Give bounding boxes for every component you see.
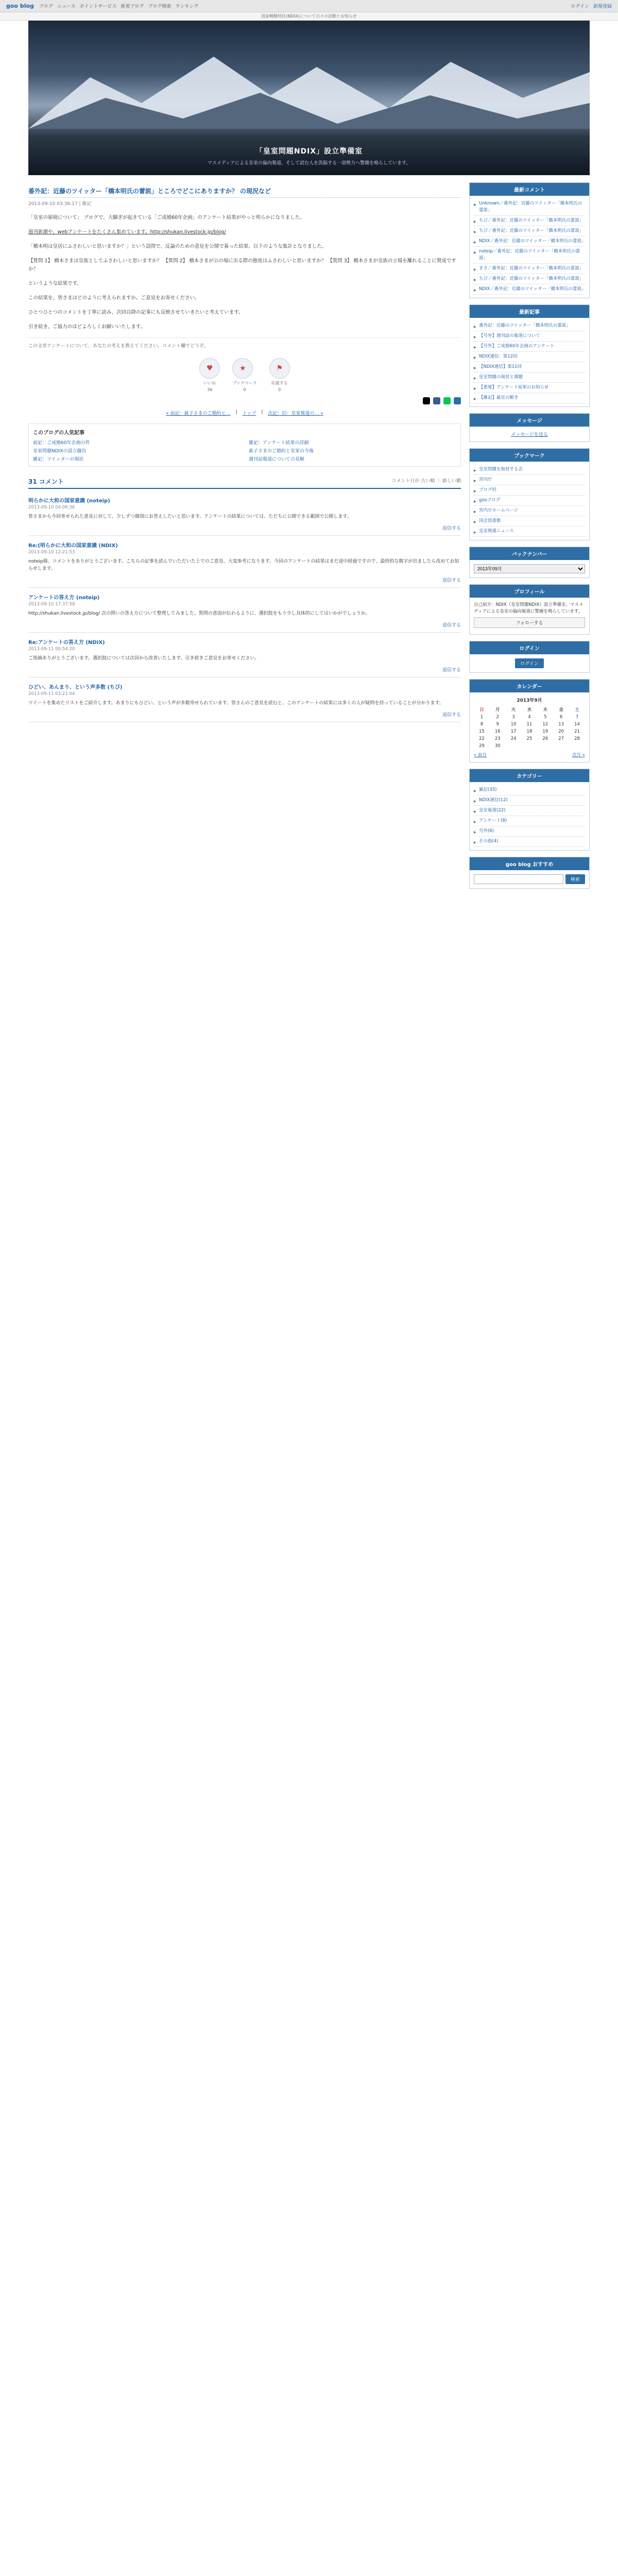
recent-comments-box xyxy=(469,182,590,298)
calendar-day[interactable]: 24 xyxy=(510,736,517,741)
comment-title: Re:アンケートの答え方 (NDIX) xyxy=(28,640,105,646)
recent-entry-item[interactable]: ▶ 【重要】アンケート結果のお知らせ xyxy=(474,383,585,393)
recent-comment-item[interactable]: ▶ ちび／番外記：近藤のツイッター「橋本明氏の蕾説」 xyxy=(474,216,585,226)
comment xyxy=(28,633,461,677)
comment-body: http://shukan.livestock.jp/blog/ 次の問いの答え方について整理してみました。質問の意図が伝わるように、選択肢をもう少し具体的にしてはいかがでしょうか。 xyxy=(28,611,370,616)
bookmark-item[interactable]: ▶ gooブログ xyxy=(474,496,585,506)
calendar-day[interactable]: 20 xyxy=(558,729,564,734)
calendar-day[interactable] xyxy=(506,742,522,750)
category-item[interactable]: ▶ その他(4) xyxy=(474,837,585,847)
reaction-count: 36 xyxy=(207,387,213,392)
entry-title[interactable]: 番外記：近藤のツイッター「橋本明氏の蕾説」ところでどこにありますか？ の現況など xyxy=(28,182,461,198)
calendar-day[interactable] xyxy=(537,742,553,750)
weekday-label: 金 xyxy=(559,707,563,713)
calendar-day[interactable]: 11 xyxy=(526,722,533,727)
calendar-day[interactable]: 4 xyxy=(528,715,531,720)
popular-item[interactable]: 皇室問題NDIXの設立趣旨 xyxy=(33,449,87,454)
popular-item[interactable]: 雑記：アンケート結果の詳細 xyxy=(249,440,309,446)
entry-paragraph: 引き続き、ご協力のほどよろしくお願いいたします。 xyxy=(28,324,145,330)
popular-entries xyxy=(28,423,461,467)
calendar-day[interactable]: 26 xyxy=(542,736,548,741)
entry-body xyxy=(28,214,461,331)
comment-body: ご指摘ありがとうございます。選択肢については次回から改善いたします。引き続きご意見をお寄せください。 xyxy=(28,656,260,661)
bookmark-item[interactable]: ▶ 皇室問題を取材する会 xyxy=(474,465,585,475)
line-share-icon[interactable] xyxy=(443,397,451,404)
calendar-day[interactable] xyxy=(553,742,569,750)
blog-tagline: マスメディアによる皇室の偏向報道、そして読む人を洗脳する一部勢力へ警鐘を鳴らしています。 xyxy=(207,161,411,166)
reply-link[interactable]: 返信する xyxy=(442,668,461,673)
comment-date: 2013-09-11 00:54:20 xyxy=(28,647,75,652)
calendar-day[interactable]: 15 xyxy=(479,729,485,734)
comment xyxy=(28,588,461,633)
comment-date: 2013-09-11 03:21:04 xyxy=(28,691,75,697)
comment-date: 2013-09-10 12:21:53 xyxy=(28,550,75,555)
calendar-month: 2013年9月 xyxy=(517,698,542,703)
top-link[interactable]: トップ xyxy=(242,411,256,416)
reply-link[interactable]: 返信する xyxy=(442,713,461,718)
calendar-day[interactable]: 27 xyxy=(558,736,564,741)
recent-entry-item[interactable]: ▶ 【号外】週刊誌の報道について xyxy=(474,331,585,342)
recent-entry-item[interactable]: ▶ 【号外】ご成婚60年企画のアンケート xyxy=(474,342,585,352)
calendar-day[interactable]: 23 xyxy=(494,736,501,741)
profile-box xyxy=(469,584,590,635)
comment-body: 皆さまから今回寄せられた意見に対して、少しずつ個別にお答えしたいと思います。アンケートの結果については、ただちに公開できる範囲で公開します。 xyxy=(28,514,352,519)
categories-box xyxy=(469,769,590,851)
calendar-day[interactable]: 9 xyxy=(496,722,499,727)
popular-item[interactable]: 雑記：ツイッターの現状 xyxy=(33,457,84,462)
recent-comment-item[interactable]: ▶ まさ／番外記：近藤のツイッター「橋本明氏の蕾説」 xyxy=(474,264,585,274)
box-heading: プロフィール xyxy=(470,585,589,598)
goo-search-box xyxy=(469,857,590,889)
popular-item[interactable]: 眞子さまのご婚約と皇室の今後 xyxy=(249,449,314,454)
calendar-grid xyxy=(474,705,585,750)
popular-item[interactable]: 週刊誌報道についての見解 xyxy=(249,457,304,462)
top-nav-link[interactable]: ランキング xyxy=(175,4,199,9)
calendar-next-link[interactable]: 次月 » xyxy=(572,753,585,758)
blog-title[interactable]: 「皇室問題NDIX」設立準備室 xyxy=(255,147,363,156)
recent-entry-item[interactable]: ▶ NDIX通信：第12回 xyxy=(474,352,585,362)
reply-link[interactable]: 返信する xyxy=(442,623,461,628)
signup-link[interactable]: 新規登録 xyxy=(593,4,612,9)
reaction-label: 応援する xyxy=(271,381,288,385)
comments-sort[interactable]: コメント日が 古い順 ｜ 新しい順 xyxy=(391,479,461,484)
category-item[interactable]: ▶ 雑記(35) xyxy=(474,785,585,795)
reaction-count: 0 xyxy=(278,387,281,392)
search-input[interactable] xyxy=(474,874,563,884)
top-nav-link[interactable]: ブログ検索 xyxy=(148,4,171,9)
entry-date: 2013-09-10 03:36:17 | 雑記 xyxy=(28,201,92,207)
top-nav-link[interactable]: ニュース xyxy=(57,4,76,9)
weekday-label: 月 xyxy=(495,707,500,713)
box-heading: 最新記事 xyxy=(470,305,589,318)
popular-item[interactable]: 前記：ご成婚60年企画の件 xyxy=(33,440,90,446)
comment-title: 明らかに大和の国家意識 (noteip) xyxy=(28,498,110,504)
calendar-day[interactable]: 29 xyxy=(479,743,485,749)
top-nav-link[interactable]: ブログ xyxy=(39,4,53,9)
bookmarks-box xyxy=(469,448,590,540)
search-button[interactable]: 検索 xyxy=(565,874,585,884)
calendar-day[interactable]: 13 xyxy=(558,722,564,727)
login-link[interactable]: ログイン xyxy=(571,4,589,9)
calendar-day[interactable]: 28 xyxy=(574,736,580,741)
bookmark-icon[interactable]: ★ xyxy=(232,358,253,379)
message-box xyxy=(469,413,590,442)
calendar-day[interactable]: 18 xyxy=(526,729,533,734)
profile-text: 自己紹介：NDIX（皇室問題NDIX）設立準備室。マスメディアによる皇室の偏向報道に警鐘を鳴らしています。 xyxy=(474,602,583,614)
calendar-day[interactable]: 3 xyxy=(512,715,515,720)
calendar-day[interactable]: 6 xyxy=(559,715,563,720)
next-entry-link[interactable]: 次記：旧：皇室報道の… » xyxy=(268,411,323,416)
reply-link[interactable]: 返信する xyxy=(442,526,461,531)
x-share-icon[interactable] xyxy=(423,397,430,404)
comments-header xyxy=(28,477,461,489)
site-logo[interactable]: goo blog xyxy=(6,3,34,9)
sns-share-row xyxy=(28,397,461,404)
heart-icon[interactable]: ♥ xyxy=(199,358,220,379)
recent-entry-item[interactable]: ▶ 番外記：近藤のツイッター「橋本明氏の蕾説」 xyxy=(474,321,585,331)
calendar-box xyxy=(469,679,590,762)
comment-title: Re:(明らかに大和の国家意識 (NDIX) xyxy=(28,543,118,549)
calendar-day[interactable]: 30 xyxy=(494,743,501,749)
entry-paragraph: 「皇室の窮境について」 ブログで、大騒ぎが起きている「ご成婚60年企画」のアンケート結果がやっと明らかになりました。 xyxy=(28,215,305,221)
bookmark-item[interactable]: ▶ 国会図書館 xyxy=(474,516,585,527)
comment-date: 2013-09-10 04:06:36 xyxy=(28,505,75,510)
login-box xyxy=(469,641,590,673)
entry-paragraph[interactable]: 週刊新潮や、webアンケートをたくさん集めています。http://shukan.livestock.jp/blog/ xyxy=(28,229,226,235)
calendar-day[interactable]: 7 xyxy=(575,715,579,720)
category-item[interactable]: ▶ アンケート(8) xyxy=(474,816,585,826)
recent-entry-item[interactable]: ▶ 皇室問題の現状と課題 xyxy=(474,372,585,383)
box-heading: バックナンバー xyxy=(470,547,589,560)
calendar-day[interactable]: 12 xyxy=(542,722,548,727)
entry-paragraph: 【質問 1】 橋本さまは皇族としてふさわしいと思いますか？ 【質問 2】 橋本さまが公の場に出る際の態度はふさわしいと思いますか？ 【質問 3】 橋本さまが皇族の立場を離れることに賛成ですか？ xyxy=(28,258,456,272)
bookmark-item[interactable]: ▶ 皇室関連ニュース xyxy=(474,527,585,537)
prev-entry-link[interactable]: « 前記：眞子さまのご婚約と… xyxy=(166,411,231,416)
calendar-day[interactable]: 14 xyxy=(574,722,580,727)
category-item[interactable]: ▶ 皇室報道(22) xyxy=(474,806,585,816)
calendar-day[interactable]: 19 xyxy=(542,729,548,734)
calendar-day[interactable]: 2 xyxy=(496,715,499,720)
weekday-label: 火 xyxy=(511,707,516,713)
calendar-day[interactable]: 21 xyxy=(574,729,580,734)
box-heading: 最新コメント xyxy=(470,183,589,196)
box-heading: goo blog おすすめ xyxy=(470,857,589,870)
login-button[interactable]: ログイン xyxy=(515,658,544,668)
recent-comment-item[interactable]: ▶ ちび／番外記：近藤のツイッター「橋本明氏の蕾説」 xyxy=(474,226,585,236)
recent-comment-item[interactable]: ▶ ちび／番外記：近藤のツイッター「橋本明氏の蕾説」 xyxy=(474,274,585,284)
weekday-label: 日 xyxy=(479,707,484,713)
entry-paragraph: ひとつひとつのコメントを丁寧に読み、次回以降の記事にも反映させていきたいと考えています。 xyxy=(28,310,244,315)
comment xyxy=(28,491,461,536)
calendar-day[interactable] xyxy=(522,742,538,750)
top-nav xyxy=(39,3,198,9)
reaction-label: ブックマーク xyxy=(232,381,257,385)
send-message-link[interactable]: メッセージを送る xyxy=(511,432,548,437)
comment-body: ツイートを集めたリストをご紹介します。あまりにもひどい、という声が多数寄せられています。皆さんのご意見を読むと、このアンケートの結果には多くの人が疑問を持っていることが分かります。 xyxy=(28,701,444,706)
archive-select[interactable] xyxy=(474,564,585,573)
calendar-day[interactable]: 16 xyxy=(494,729,501,734)
reaction-label: いいね xyxy=(203,381,216,385)
top-nav-link[interactable]: 新着ブログ xyxy=(121,4,144,9)
box-heading: メッセージ xyxy=(470,414,589,427)
site-subtitle: 国家戦略特区(NDIX)について日々の活動とお知らせ xyxy=(0,12,618,21)
follow-button[interactable]: フォローする xyxy=(474,617,585,628)
reaction-like[interactable] xyxy=(199,358,220,392)
entry-navigation: « 前記：眞子さまのご婚約と… | トップ | 次記：旧：皇室報道の… » xyxy=(166,410,323,416)
box-heading: ブックマーク xyxy=(470,449,589,462)
top-nav-link[interactable]: ポイントサービス xyxy=(79,4,117,9)
reply-link[interactable]: 返信する xyxy=(442,578,461,583)
comment xyxy=(28,677,461,722)
recent-comment-item[interactable]: ▶ Unknown／番外記：近藤のツイッター「橋本明氏の蕾説」 xyxy=(474,199,585,216)
calendar-day[interactable]: 17 xyxy=(510,729,517,734)
recent-entry-item[interactable]: ▶ 【雑記】最近の動き xyxy=(474,393,585,403)
hatena-share-icon[interactable] xyxy=(454,397,461,404)
reaction-cheer[interactable] xyxy=(269,358,290,392)
reaction-bookmark[interactable] xyxy=(232,358,256,392)
recent-comment-item[interactable]: ▶ NDIX／番外記：近藤のツイッター「橋本明氏の蕾説」 xyxy=(474,284,585,295)
calendar-day[interactable]: 1 xyxy=(480,715,484,720)
reaction-count: 0 xyxy=(243,387,246,392)
box-heading: カレンダー xyxy=(470,680,589,692)
mountain-image xyxy=(28,46,590,129)
calendar-day[interactable]: 5 xyxy=(544,715,547,720)
entry-paragraph: というような結果です。 xyxy=(28,281,82,286)
bookmark-item[interactable]: ▶ 宮内庁ホームページ xyxy=(474,506,585,516)
bookmark-item[interactable]: ▶ ブログ村 xyxy=(474,485,585,496)
account-links xyxy=(571,3,612,9)
comment-title: ひどい、あんまり、という声多数 (ちび) xyxy=(28,685,123,690)
category-item[interactable]: ▶ 号外(6) xyxy=(474,826,585,837)
weekday-label: 木 xyxy=(543,707,548,713)
category-item[interactable]: ▶ NDIX通信(12) xyxy=(474,795,585,806)
weekday-label: 水 xyxy=(527,707,532,713)
calendar-day[interactable] xyxy=(569,742,585,750)
facebook-share-icon[interactable] xyxy=(433,397,440,404)
calendar-day[interactable]: 25 xyxy=(526,736,533,741)
archive-box xyxy=(469,547,590,578)
popular-heading: このブログの人気記事 xyxy=(33,430,84,436)
entry-paragraph: 「橋本明は皇居にふさわしいと思いますか？」という設問で、反論のための意見を公開で募った結果、以下のような集計となりました。 xyxy=(28,244,327,249)
header-banner xyxy=(28,21,590,175)
comments-count: 31 コメント xyxy=(28,478,64,485)
recent-entries-box xyxy=(469,304,590,407)
reaction-buttons xyxy=(28,358,461,392)
comment-body: noteip様、コメントをありがとうございます。こちらの記事を読んでいただいた上でのご意見、大変参考になります。今回のアンケートの結果はまだ途中経過ですので、最終的な数字が出ましたら改めてお知らせします。 xyxy=(28,559,459,571)
recent-entry-item[interactable]: ▶ 【NDIX通信】第11回 xyxy=(474,362,585,372)
box-heading: ログイン xyxy=(470,641,589,654)
entry-footer: この文章アンケートについて、あなたの考えを教えてください。コメント欄でどうぞ。 xyxy=(28,337,461,349)
main-column xyxy=(28,182,461,895)
sidebar xyxy=(469,182,590,895)
recent-comment-item[interactable]: ▶ NDIX／番外記：近藤のツイッター「橋本明氏の蕾説」 xyxy=(474,236,585,247)
comment-date: 2013-09-10 17:37:58 xyxy=(28,602,75,607)
weekday-label: 土 xyxy=(575,707,579,713)
top-bar xyxy=(0,0,618,12)
recent-comment-item[interactable]: ▶ noteip／番外記：近藤のツイッター「橋本明氏の蕾説」 xyxy=(474,247,585,264)
box-heading: カテゴリー xyxy=(470,769,589,782)
comment-title: アンケートの答え方 (noteip) xyxy=(28,595,100,601)
flag-icon[interactable]: ⚑ xyxy=(269,358,290,379)
calendar-day[interactable]: 22 xyxy=(479,736,485,741)
bookmark-item[interactable]: ▶ 宮内庁 xyxy=(474,475,585,485)
calendar-day[interactable]: 10 xyxy=(510,722,517,727)
entry-paragraph: この結果を、皆さまはどのように考えられますか。ご意見をお寄せください。 xyxy=(28,295,200,301)
comment xyxy=(28,536,461,588)
calendar-prev-link[interactable]: « 前月 xyxy=(474,753,487,758)
calendar-day[interactable]: 8 xyxy=(480,722,484,727)
